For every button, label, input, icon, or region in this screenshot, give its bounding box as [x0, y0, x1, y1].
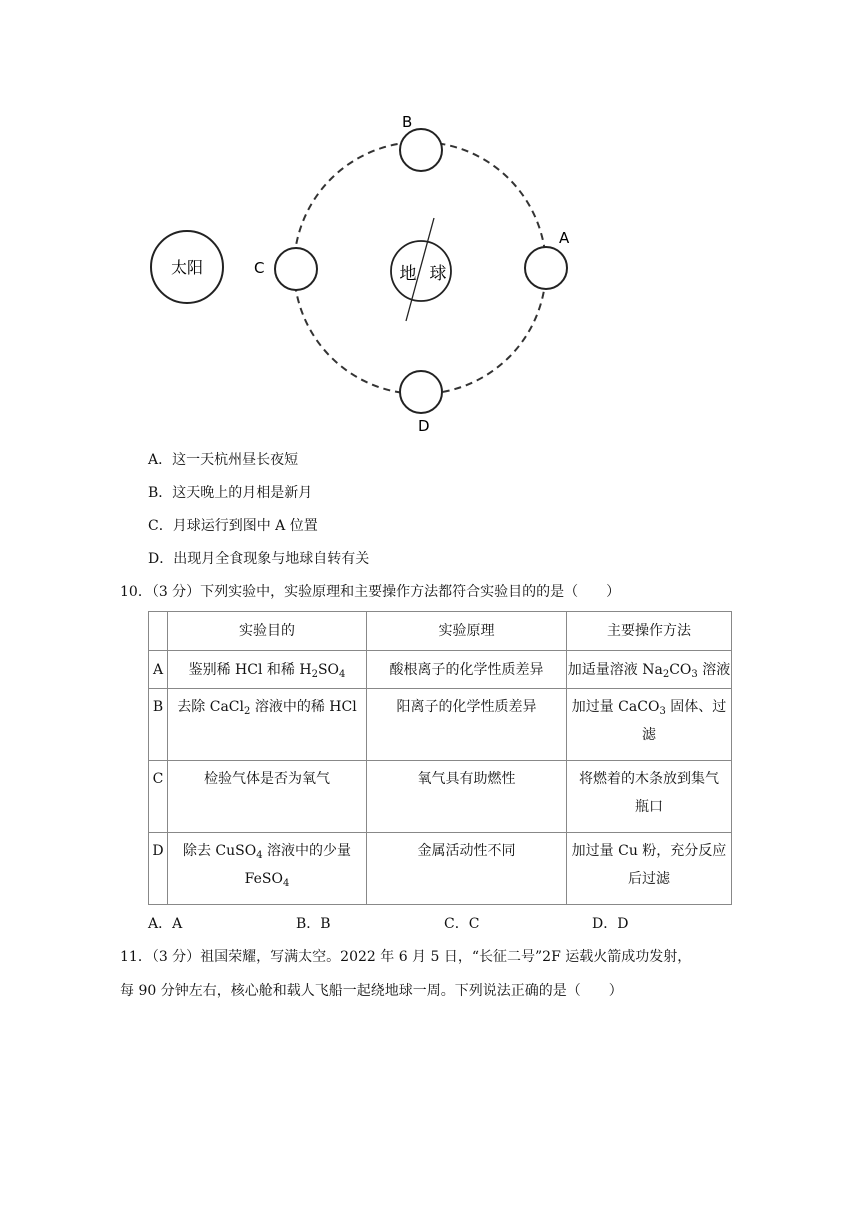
q9-option-b[interactable]: B．这天晚上的月相是新月	[148, 485, 313, 501]
q10-option-d[interactable]: D．D	[592, 916, 629, 932]
table-row	[149, 833, 732, 905]
header-principle: 实验原理	[367, 612, 567, 651]
row-purpose: 检验气体是否为氧气	[168, 761, 367, 833]
row-label: D	[149, 833, 168, 905]
earth-label-right: 球	[429, 264, 447, 284]
row-purpose: 除去 CuSO$_4$ 溶液中的少量 FeSO$_4$	[168, 833, 367, 905]
row-label: B	[149, 689, 168, 761]
row-purpose: 去除 CaCl$_2$ 溶液中的稀 HCl	[168, 689, 367, 761]
row-label: C	[149, 761, 168, 833]
earth-label-left: 地	[399, 264, 417, 284]
q10-stem: 10．（3 分）下列实验中，实验原理和主要操作方法都符合实验目的的是（ ）	[120, 584, 621, 600]
row-method: 加适量溶液 $Na_2CO_3$ 溶液	[567, 651, 732, 689]
row-principle: 金属活动性不同	[367, 833, 567, 905]
row-principle: 氧气具有助燃性	[367, 761, 567, 833]
row-label: A	[149, 651, 168, 689]
label-d: D	[418, 417, 430, 435]
row-method: 将燃着的木条放到集气 瓶口	[567, 761, 732, 833]
row-principle: 阳离子的化学性质差异	[367, 689, 567, 761]
q9-option-a[interactable]: A．这一天杭州昼长夜短	[148, 452, 299, 468]
table-header-row	[149, 612, 732, 651]
q9-option-d[interactable]: D．出现月全食现象与地球自转有关	[148, 551, 370, 567]
row-principle: 酸根离子的化学性质差异	[367, 651, 567, 689]
q9-option-c[interactable]: C．月球运行到图中 A 位置	[148, 518, 318, 534]
table-row	[149, 761, 732, 833]
moon-position-a	[525, 247, 567, 289]
header-blank	[149, 612, 168, 651]
q10-option-c[interactable]: C．C	[444, 916, 480, 932]
sun-label: 太阳	[170, 258, 204, 277]
header-method: 主要操作方法	[567, 612, 732, 651]
q10-experiment-table	[148, 611, 732, 905]
sun-earth-moon-diagram	[140, 105, 600, 435]
q10-option-b[interactable]: B．B	[296, 916, 331, 932]
moon-position-d	[400, 371, 442, 413]
row-method: 加过量 CaCO$_3$ 固体、过 滤	[567, 689, 732, 761]
label-b: B	[402, 113, 413, 131]
q10-option-a[interactable]: A．A	[148, 916, 183, 932]
row-method: 加过量 Cu 粉，充分反应 后过滤	[567, 833, 732, 905]
header-purpose: 实验目的	[168, 612, 367, 651]
moon-position-b	[400, 129, 442, 171]
table-row	[149, 651, 732, 689]
row-purpose: 鉴别稀 HCl 和稀 $H_2SO_4$	[168, 651, 367, 689]
q11-stem-line2: 每 90 分钟左右，核心舱和载人飞船一起绕地球一周。下列说法正确的是（ ）	[120, 983, 623, 999]
label-c: C	[254, 259, 265, 277]
table-row	[149, 689, 732, 761]
q11-stem-line1: 11．（3 分）祖国荣耀，写满太空。2022 年 6 月 5 日，“长征二号”2F 运载火箭成功发射，	[120, 949, 692, 965]
moon-position-c	[275, 248, 317, 290]
label-a: A	[559, 229, 570, 247]
